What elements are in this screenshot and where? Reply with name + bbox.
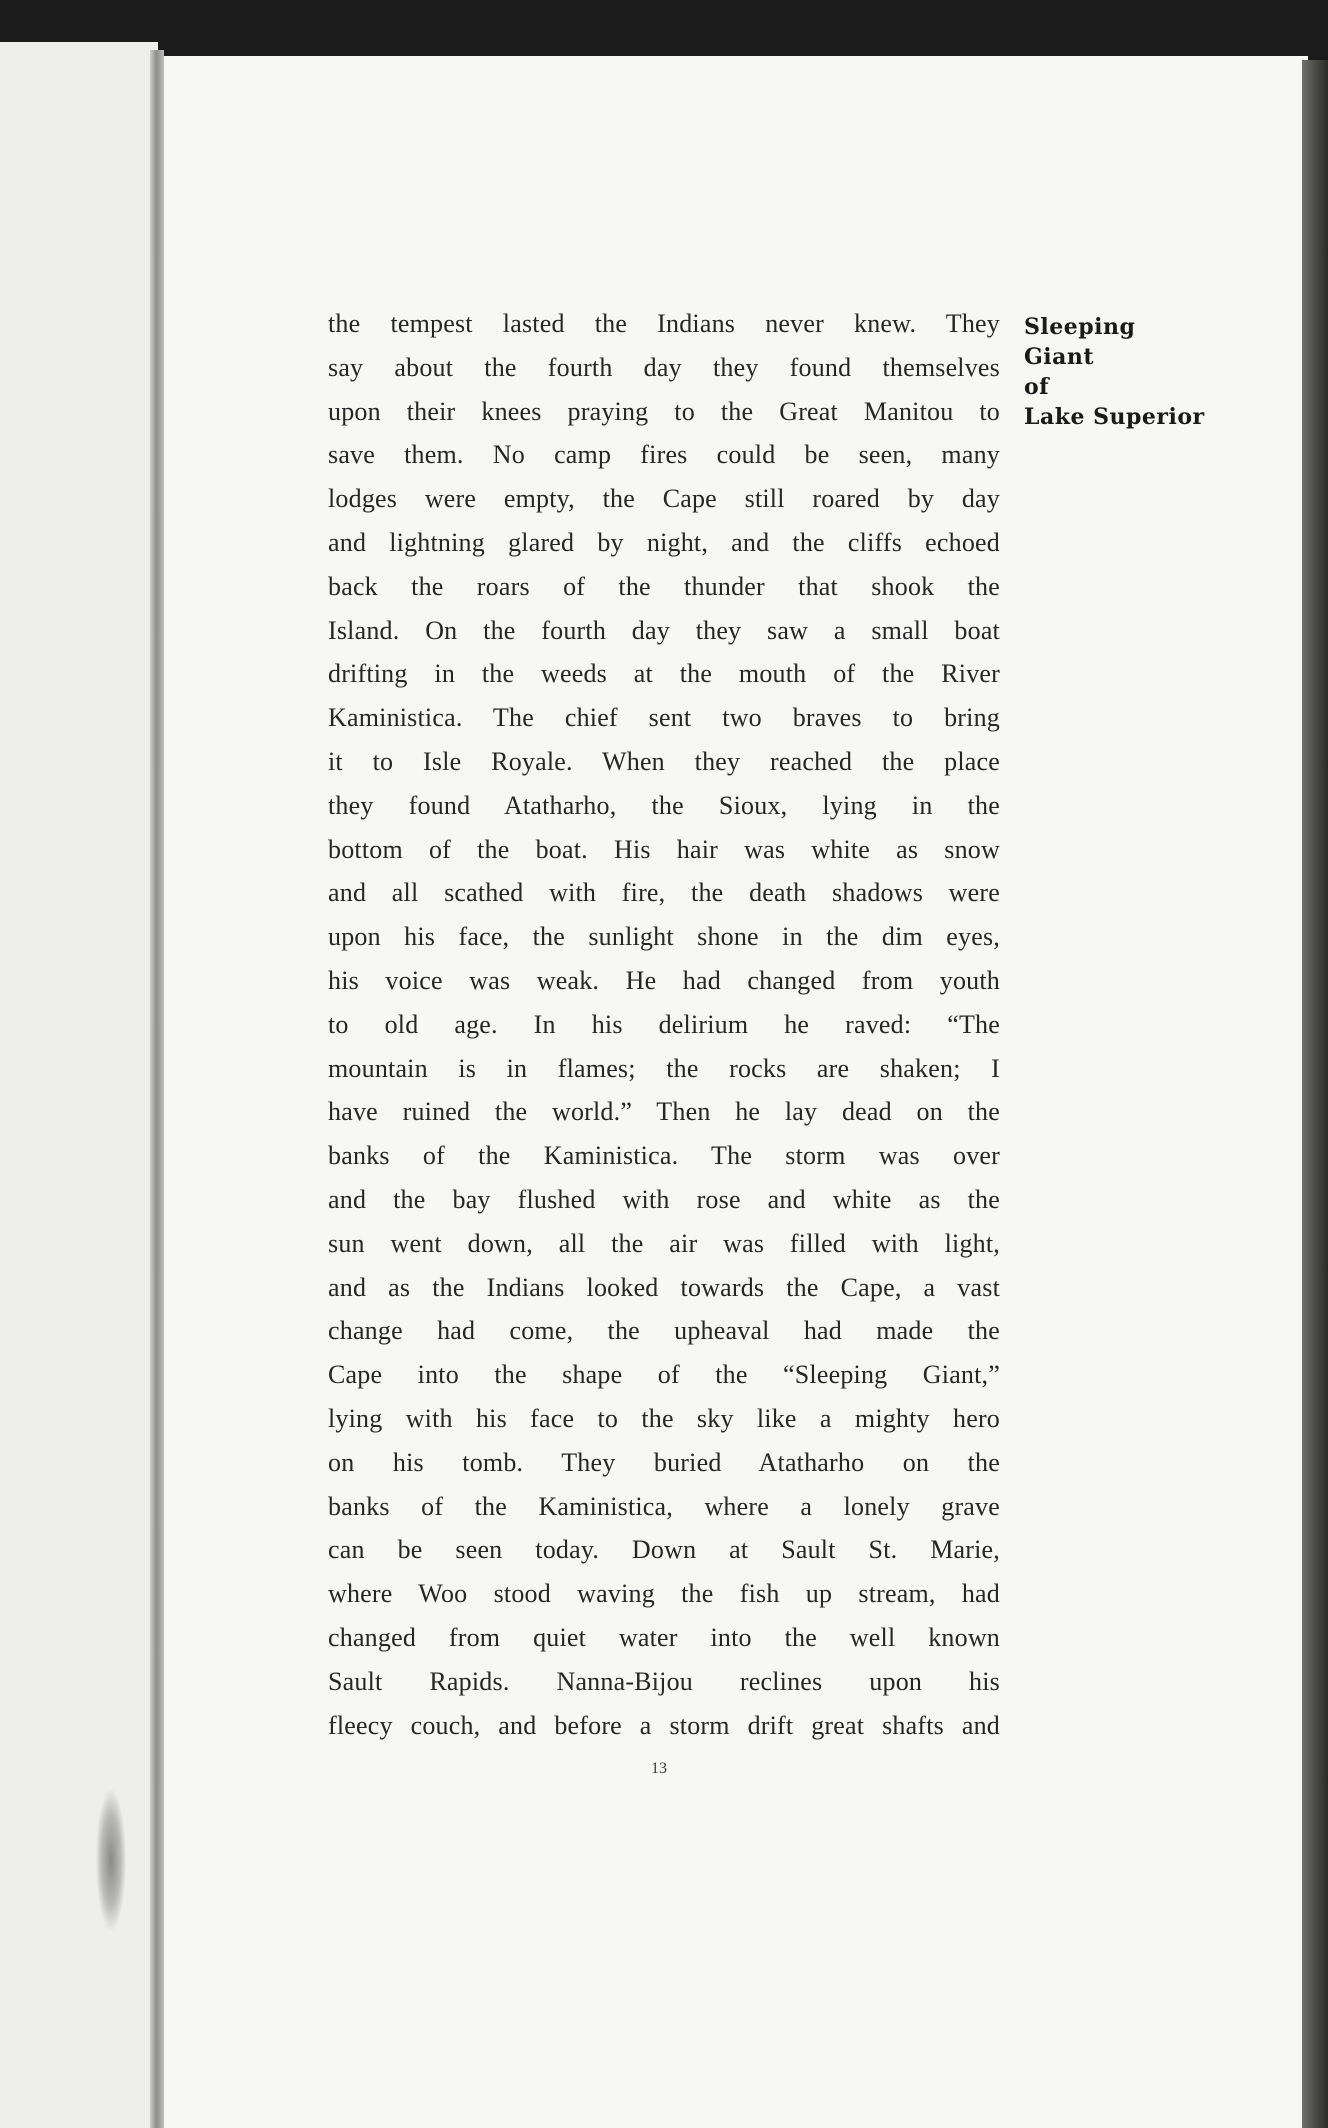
- margin-heading: [1024, 312, 1314, 432]
- text-line: Island. On the fourth day they saw a small boat: [328, 615, 1000, 645]
- text-line: lodges were empty, the Cape still roared by day: [328, 484, 1000, 514]
- text-line: changed from quiet water into the well known: [328, 1622, 1000, 1652]
- text-line: can be seen today. Down at Sault St. Marie,: [328, 1535, 1000, 1565]
- text-line: Sault Rapids. Nanna-Bijou reclines upon his: [328, 1666, 1000, 1696]
- text-line: banks of the Kaministica. The storm was over: [328, 1141, 1000, 1171]
- text-line: to old age. In his delirium he raved: “The: [328, 1009, 1000, 1039]
- text-line: bottom of the boat. His hair was white as snow: [328, 834, 1000, 864]
- text-line: lying with his face to the sky like a mighty hero: [328, 1403, 1000, 1433]
- body-text: [328, 302, 1000, 1747]
- text-line: and all scathed with fire, the death shadows were: [328, 878, 1000, 908]
- text-line: fleecy couch, and before a storm drift great shafts and: [328, 1710, 1000, 1740]
- text-line: banks of the Kaministica, where a lonely grave: [328, 1491, 1000, 1521]
- text-line: they found Atatharho, the Sioux, lying in the: [328, 790, 1000, 820]
- book-gutter: [150, 50, 164, 2128]
- text-line: Kaministica. The chief sent two braves to bring: [328, 703, 1000, 733]
- text-line: on his tomb. They buried Atatharho on the: [328, 1447, 1000, 1477]
- text-line: his voice was weak. He had changed from youth: [328, 965, 1000, 995]
- text-line: Cape into the shape of the “Sleeping Giant,”: [328, 1360, 1000, 1390]
- text-line: where Woo stood waving the fish up stream, had: [328, 1579, 1000, 1609]
- text-line: save them. No camp fires could be seen, many: [328, 440, 1000, 470]
- text-line: back the roars of the thunder that shook the: [328, 571, 1000, 601]
- margin-heading-line: of: [1024, 374, 1050, 400]
- left-page-edge: [0, 42, 158, 2128]
- text-line: mountain is in flames; the rocks are shaken; I: [328, 1053, 1000, 1083]
- text-line: upon their knees praying to the Great Manitou to: [328, 396, 1000, 426]
- margin-heading-line: Giant: [1024, 344, 1095, 370]
- text-line: drifting in the weeds at the mouth of the River: [328, 659, 1000, 689]
- text-line: the tempest lasted the Indians never knew. They: [328, 309, 1000, 338]
- margin-heading-line: Sleeping: [1024, 314, 1136, 340]
- text-line: have ruined the world.” Then he lay dead on the: [328, 1097, 1000, 1127]
- text-line: upon his face, the sunlight shone in the dim eyes,: [328, 922, 1000, 952]
- gutter-shadow-mark: [96, 1790, 126, 1930]
- text-line: and lightning glared by night, and the cliffs echoed: [328, 527, 1000, 557]
- text-line: change had come, the upheaval had made the: [328, 1316, 1000, 1346]
- margin-heading-line: Lake Superior: [1024, 404, 1205, 430]
- text-line: and as the Indians looked towards the Cape, a vast: [328, 1272, 1000, 1302]
- text-line: say about the fourth day they found themselves: [328, 352, 1000, 382]
- text-line: it to Isle Royale. When they reached the place: [328, 746, 1000, 776]
- text-line: sun went down, all the air was filled with light,: [328, 1228, 1000, 1258]
- page-number: 13: [651, 1760, 667, 1777]
- text-line: and the bay flushed with rose and white as the: [328, 1184, 1000, 1214]
